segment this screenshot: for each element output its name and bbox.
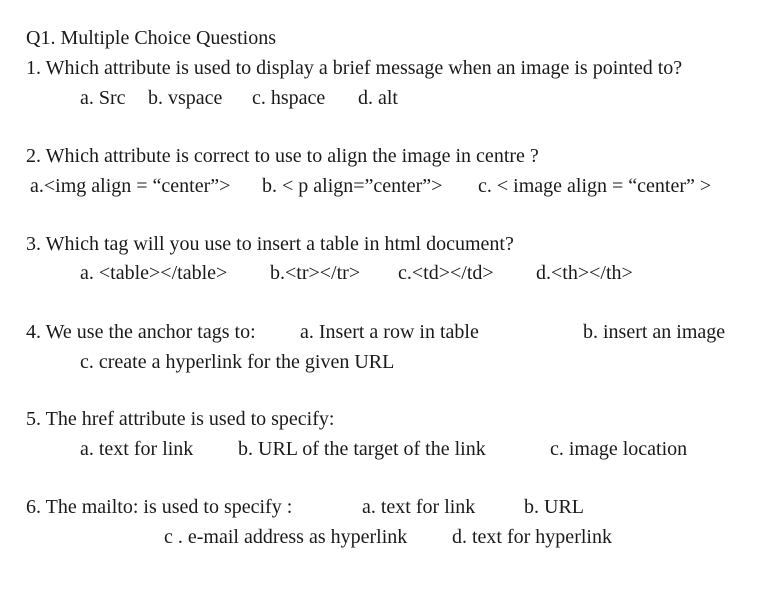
question-6-option-b: b. URL xyxy=(524,496,584,518)
question-5-option-a: a. text for link xyxy=(80,438,194,460)
question-1-option-b: b. vspace xyxy=(148,87,223,109)
question-2-option-a: a.<img align = “center”> xyxy=(30,175,231,197)
question-4-option-a: a. Insert a row in table xyxy=(300,321,479,343)
question-1-text: 1. Which attribute is used to display a brief message when an image is pointed to? xyxy=(26,57,683,79)
question-2-text: 2. Which attribute is correct to use to align the image in centre ? xyxy=(26,145,539,167)
question-2-option-c: c. < image align = “center” > xyxy=(478,175,712,197)
question-3-option-c: c.<td></td> xyxy=(398,262,494,284)
question-3-option-a: a. <table></table> xyxy=(80,262,228,284)
question-4-option-c: c. create a hyperlink for the given URL xyxy=(80,351,395,373)
question-4-option-b: b. insert an image xyxy=(583,321,726,343)
question-2-option-b: b. < p align=”center”> xyxy=(262,175,443,197)
question-3-option-b: b.<tr></tr> xyxy=(270,262,361,284)
question-5-option-c: c. image location xyxy=(550,438,688,460)
question-6-option-c: c . e-mail address as hyperlink xyxy=(164,526,408,548)
question-5-text: 5. The href attribute is used to specify: xyxy=(26,408,335,430)
question-3-text: 3. Which tag will you use to insert a table in html document? xyxy=(26,233,514,255)
question-6-option-a: a. text for link xyxy=(362,496,476,518)
question-5-option-b: b. URL of the target of the link xyxy=(238,438,486,460)
section-heading: Q1. Multiple Choice Questions xyxy=(26,27,276,49)
question-4-text: 4. We use the anchor tags to: xyxy=(26,321,256,343)
question-1-option-c: c. hspace xyxy=(252,87,326,109)
question-6-option-d: d. text for hyperlink xyxy=(452,526,612,548)
question-3-option-d: d.<th></th> xyxy=(536,262,633,284)
question-1-option-d: d. alt xyxy=(358,87,398,109)
question-6-text: 6. The mailto: is used to specify : xyxy=(26,496,293,518)
question-1-option-a: a. Src xyxy=(80,87,126,109)
